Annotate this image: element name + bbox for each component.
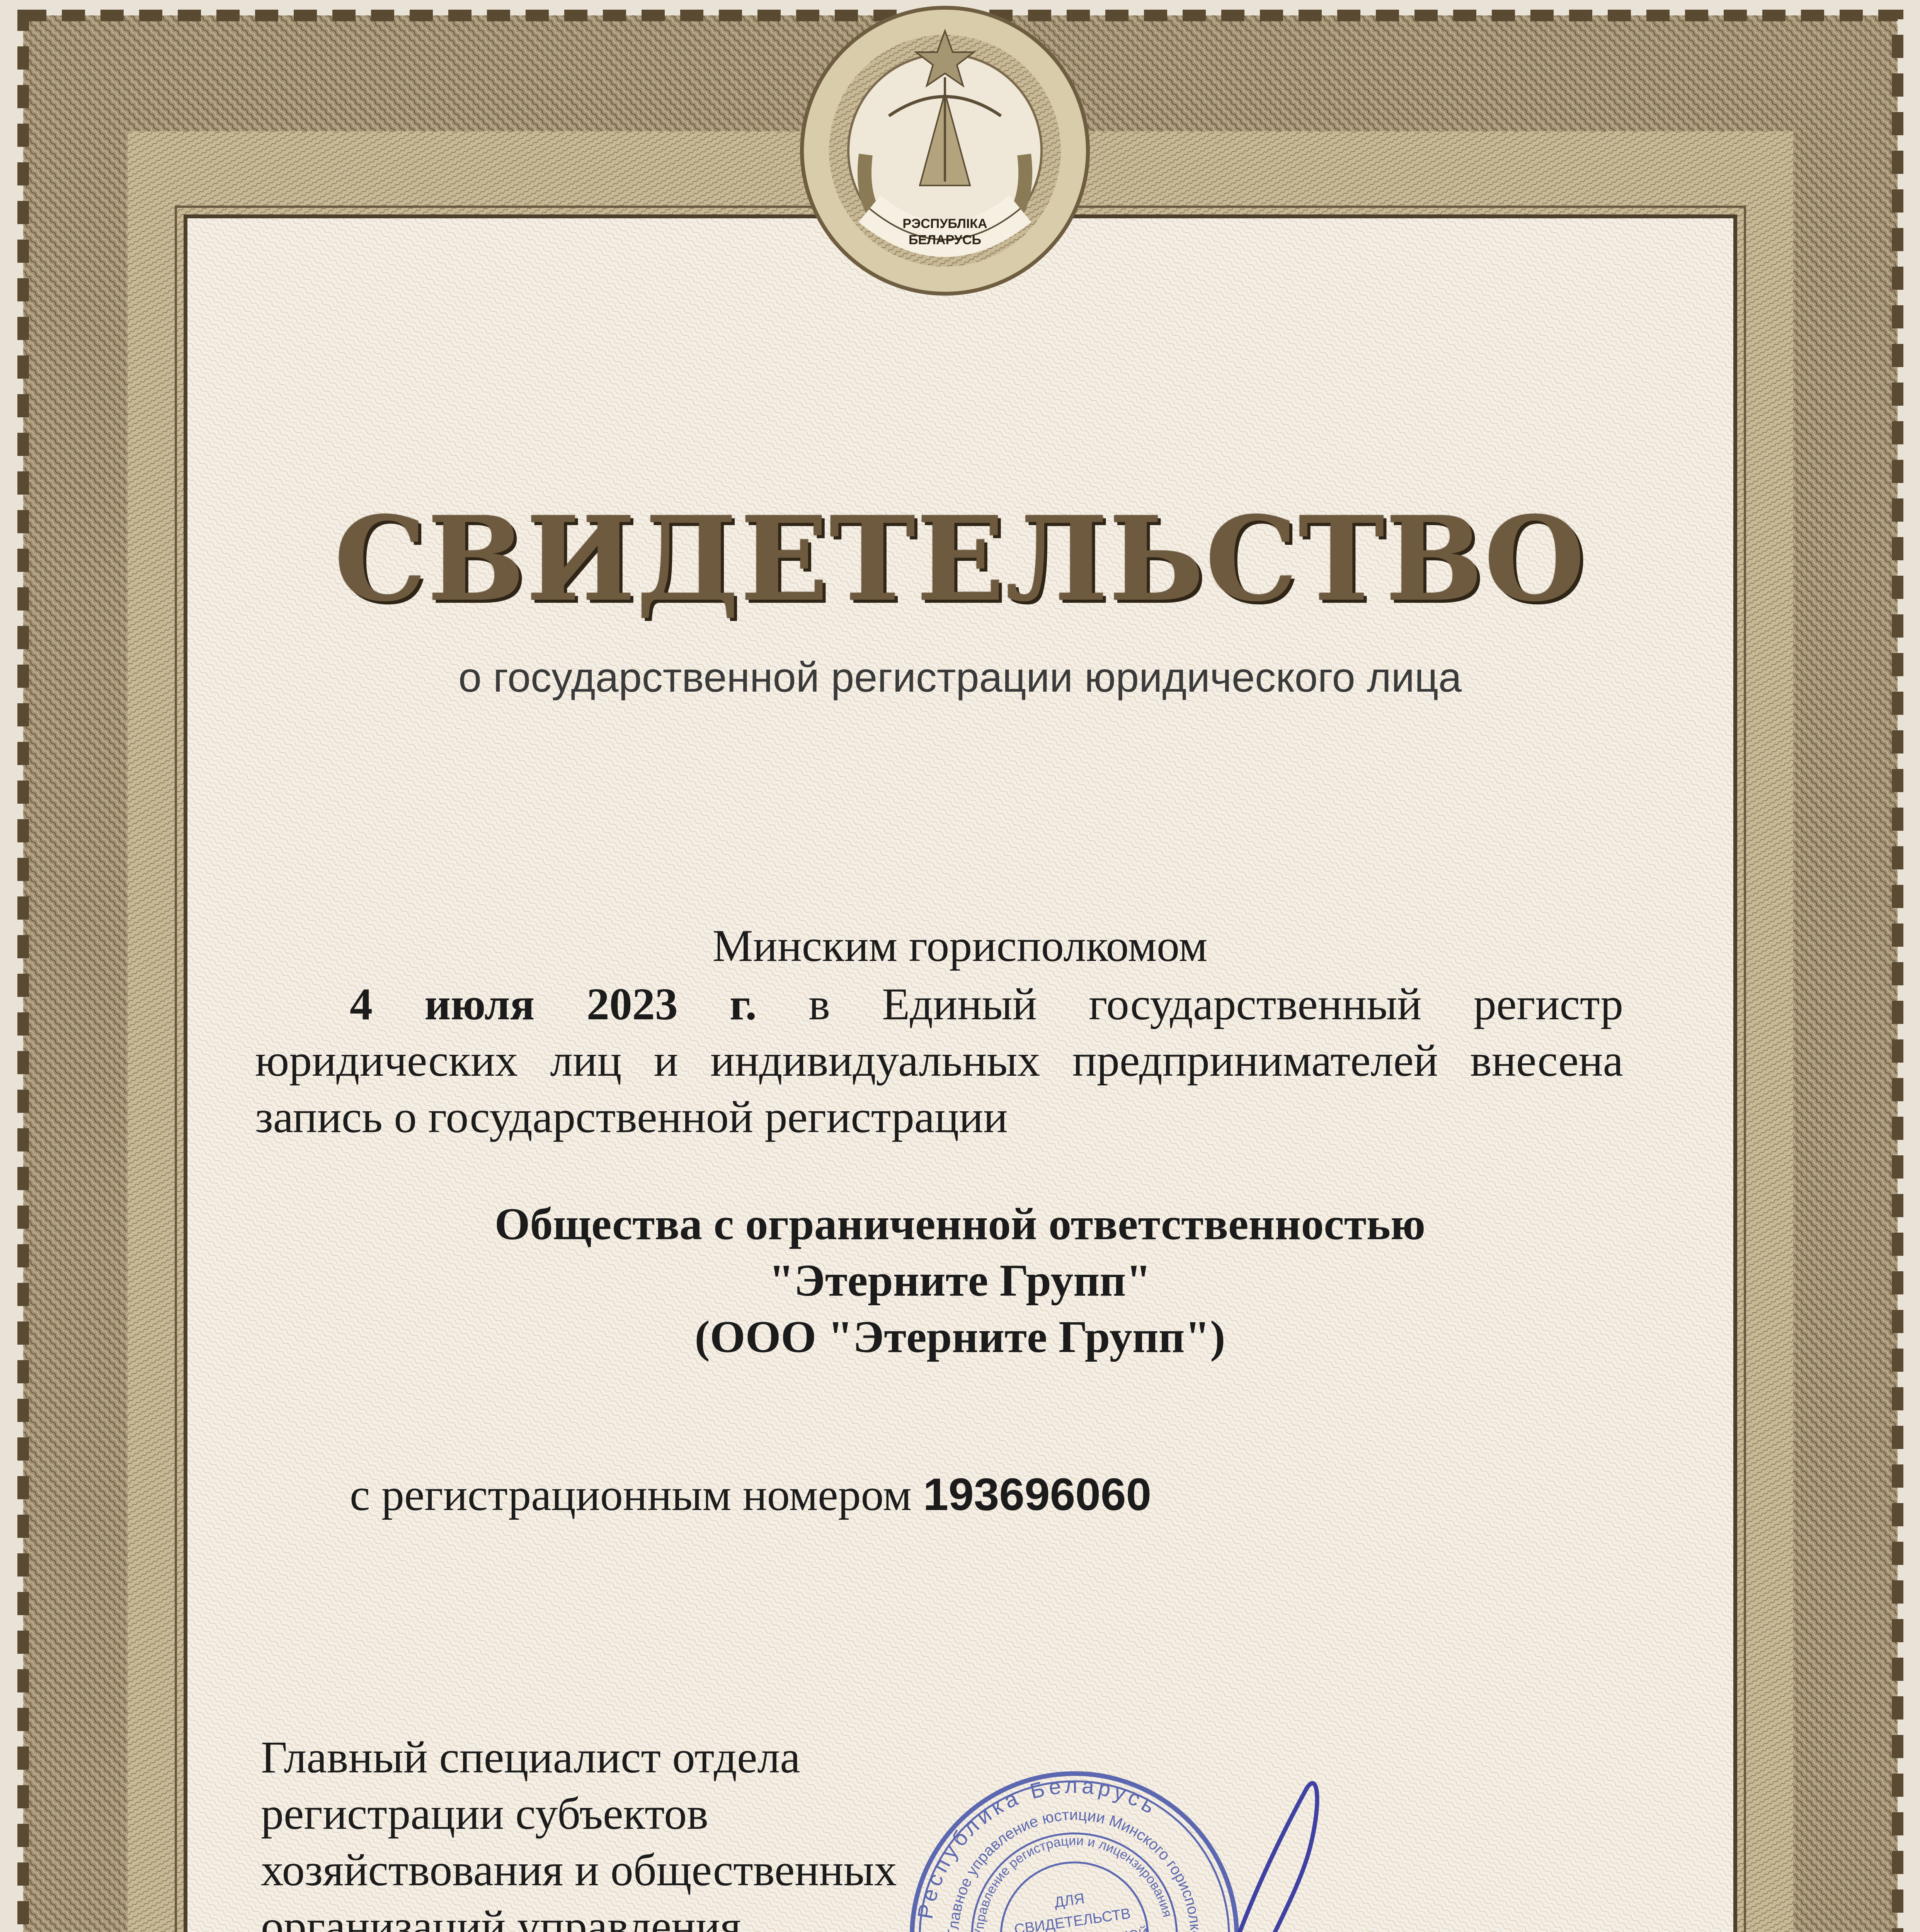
emblem-banner-line2: БЕЛАРУСЬ	[909, 233, 981, 247]
stamp-ring-text: Главное управление юстиции Минского горисполкома	[929, 1790, 1209, 1932]
registration-text-rest: в Единый государственный регистр	[809, 979, 1623, 1029]
registration-number: 193696060	[923, 1469, 1151, 1520]
signer-position-line: Главный специалист отдела	[261, 1731, 800, 1784]
signer-position-line: хозяйствования и общественных	[261, 1844, 897, 1896]
registration-text-line3: запись о государственной регистрации	[255, 1090, 1623, 1144]
registration-date: 4 июля 2023 г.	[350, 979, 757, 1029]
stamp-inner-ring-text: Управление регистрации и лицензирования	[960, 1820, 1175, 1932]
stamp-center-line: СВИДЕТЕЛЬСТВ	[1013, 1905, 1132, 1932]
registering-authority: Минским горисполкомом	[0, 920, 1920, 972]
stamp-center-line: ДЛЯ	[1054, 1891, 1086, 1911]
emblem-banner-line1: РЭСПУБЛІКА	[902, 216, 987, 231]
registration-number-label: с регистрационным номером	[350, 1469, 912, 1520]
document-subtitle: о государственной регистрации юридического лица	[0, 653, 1920, 701]
signer-position-line: регистрации субъектов	[261, 1787, 708, 1840]
document-title: СВИДЕТЕЛЬСТВО	[0, 491, 1920, 627]
entity-name: "Этерните Групп"	[0, 1254, 1920, 1307]
entity-full-name: Общества с ограниченной ответственностью	[0, 1198, 1920, 1250]
signer-position-line: организаций управления	[261, 1900, 741, 1932]
entity-short-name: (ООО "Этерните Групп")	[0, 1311, 1920, 1363]
stamp-outer-text: Республика Беларусь	[900, 1762, 1175, 1924]
registration-text-line2: юридических лиц и индивидуальных предпринимателей внесена	[255, 1034, 1623, 1087]
